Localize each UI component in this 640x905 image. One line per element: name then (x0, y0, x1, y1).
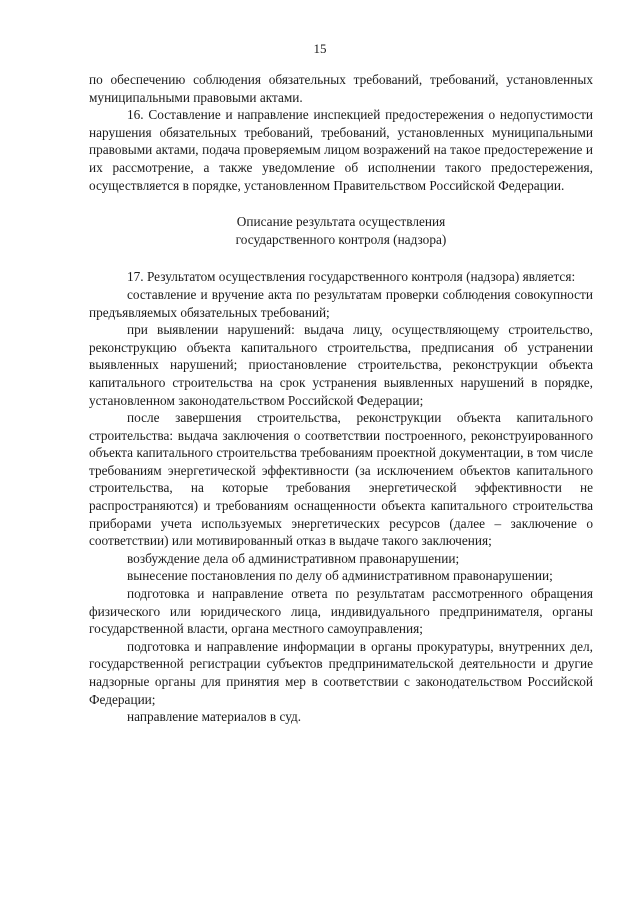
paragraph: возбуждение дела об административном правонарушении; (127, 550, 460, 566)
paragraph: после завершения строительства, реконструкции объекта капитального строительства: выдача заключения о соответствии построенного, реконструированного объекта капитального строительства требованиям проектной документации, в том числе требованиям энергетической эффективности (за исключением объектов капитального строительства, на которые требования энергетической эффективности не распространяются) и требованиям оснащенности объекта капитального строительства приборами учета используемых энергетических ресурсов (далее – заключение о соответствии) или мотивированный отказ в выдаче такого заключения; (89, 410, 593, 549)
paragraph: по обеспечению соблюдения обязательных требований, требований, установленных муниципальными правовыми актами. (89, 72, 593, 105)
section-heading-line-1: Описание результата осуществления (236, 214, 446, 230)
paragraph: вынесение постановления по делу об административном правонарушении; (127, 568, 553, 584)
paragraph: подготовка и направление информации в органы прокуратуры, внутренних дел, государственной регистрации субъектов предпринимательской деятельности и другие надзорные органы для принятия мер в соответствии с законодательством Российской Федерации; (89, 638, 593, 707)
document-body (89, 71, 593, 726)
paragraph: составление и вручение акта по результатам проверки соблюдения совокупности предъявляемых обязательных требований; (89, 286, 593, 320)
paragraph: 16. Составление и направление инспекцией предостережения о недопустимости нарушения обязательных требований, требований, установленных муниципальными правовыми актами, подача проверяемым лицом возражений на такое предостережение и их рассмотрение, а также уведомление об исполнении такого предостережения, осуществляется в порядке, установленном Правительством Российской Федерации. (89, 107, 593, 193)
paragraph: подготовка и направление ответа по результатам рассмотренного обращения физического или юридического лица, индивидуального предпринимателя, органы государственной власти, органа местного самоуправления; (89, 586, 593, 637)
page-number: 15 (313, 41, 327, 56)
section-heading (89, 213, 593, 248)
paragraph: 17. Результатом осуществления государственного контроля (надзора) является: (127, 269, 576, 285)
top-paragraphs (89, 71, 593, 194)
bottom-paragraphs (89, 268, 593, 725)
paragraph: направление материалов в суд. (127, 709, 302, 725)
paragraph: при выявлении нарушений: выдача лицу, осуществляющему строительство, реконструкцию объекта капитального строительства, предписания об устранении выявленных нарушений; приостановление строительства, реконструкции объекта капитального строительства на срок устранения выявленных нарушений в порядке, установленном законодательством Российской Федерации; (89, 322, 593, 408)
section-heading-line-2: государственного контроля (надзора) (235, 231, 447, 247)
